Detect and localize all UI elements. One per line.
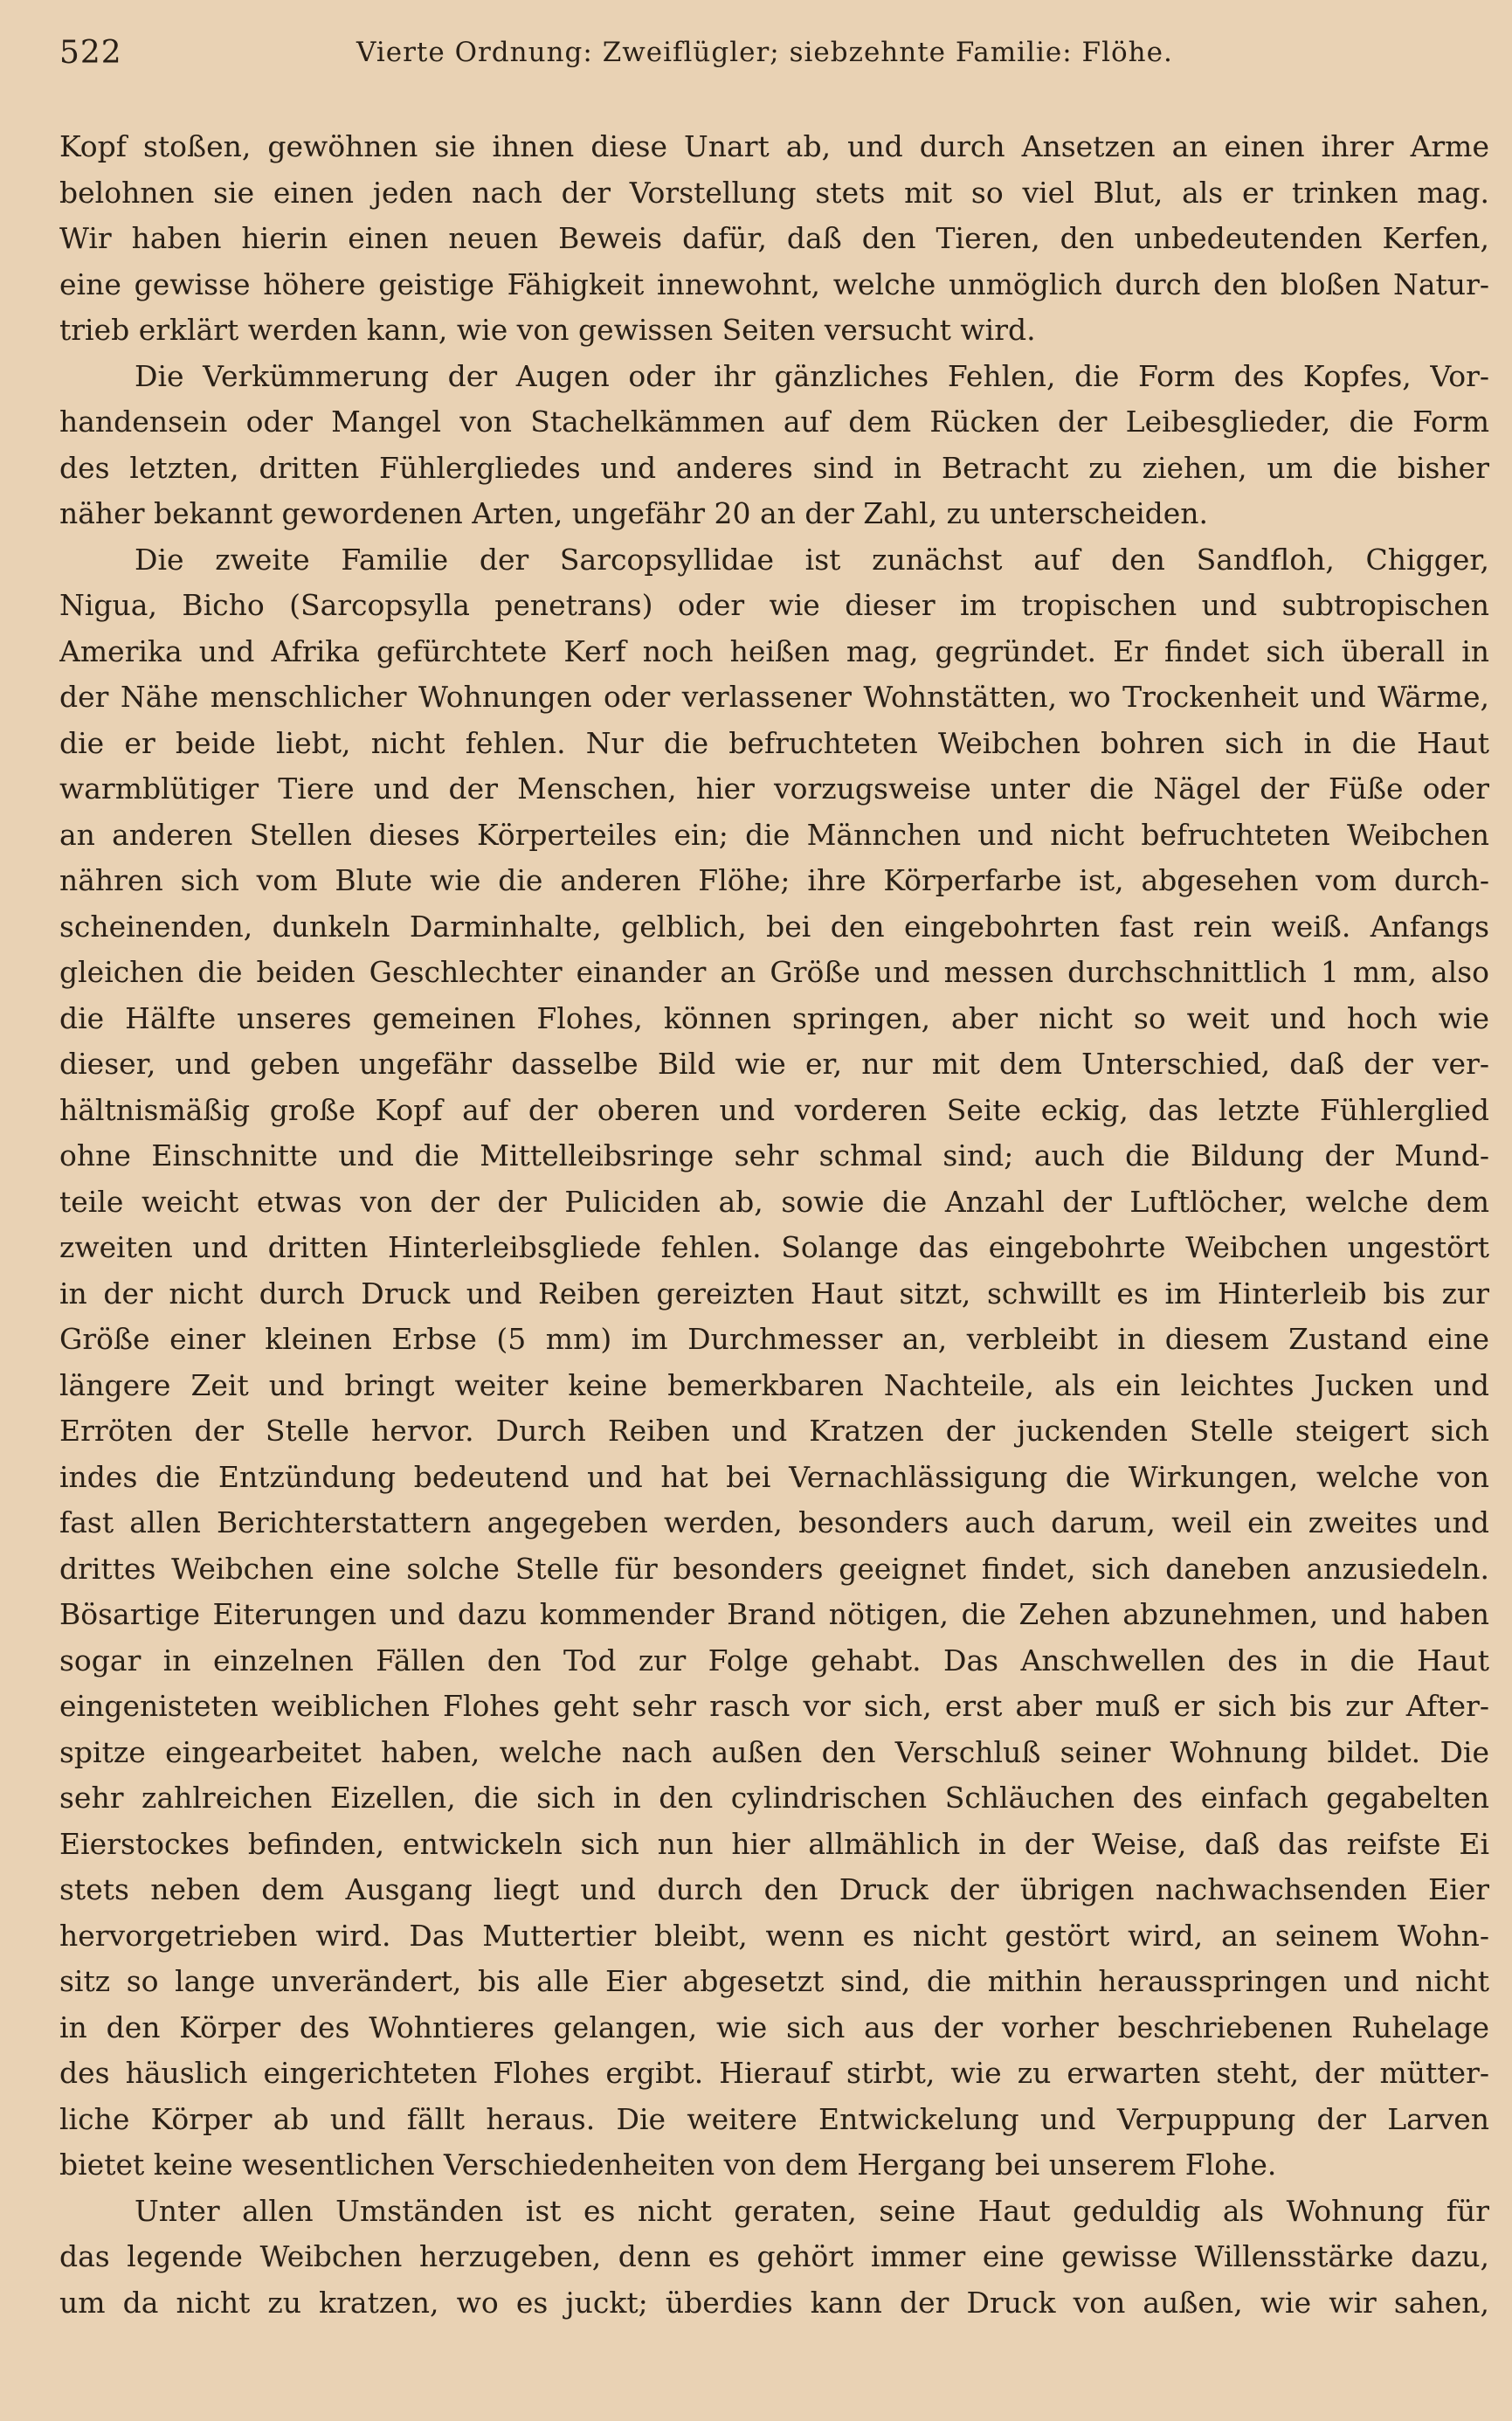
text-line: das legende Weibchen herzugeben, denn es gehört immer eine gewisse Willensstärke dazu, [59,2239,1489,2273]
text-line: belohnen sie einen jeden nach der Vorstellung stets mit so viel Blut, als er trinken mag. [59,175,1489,210]
text-line: Bösartige Eiterungen und dazu kommender Brand nötigen, die Zehen abzunehmen, und haben [59,1597,1489,1631]
text-line: scheinenden, dunkeln Darminhalte, gelblich, bei den eingebohrten fast rein weiß. Anfangs [59,909,1489,944]
text-line: gleichen die beiden Geschlechter einander an Größe und messen durchschnittlich 1 mm, also [59,955,1489,989]
text-line: Amerika und Afrika gefürchtete Kerf noch heißen mag, gegründet. Er findet sich überall in [59,633,1489,668]
text-line: des letzten, dritten Fühlergliedes und anderes sind in Betracht zu ziehen, um die bisher [59,450,1489,485]
text-line: in den Körper des Wohntieres gelangen, wie sich aus der vorher beschriebenen Ruhelage [59,2009,1489,2044]
text-line: hältnismäßig große Kopf auf der oberen und vorderen Seite eckig, das letzte Fühlerglied [59,1092,1489,1127]
text-line: spitze eingearbeitet haben, welche nach außen den Verschluß seiner Wohnung bildet. Die [59,1734,1489,1769]
text-line: der Nähe menschlicher Wohnungen oder verlassener Wohnstätten, wo Trockenheit und Wärme, [59,680,1489,714]
text-line: in der nicht durch Druck und Reiben gereizten Haut sitzt, schwillt es im Hinterleib bis zur [59,1276,1489,1311]
text-line: an anderen Stellen dieses Körperteiles ein; die Männchen und nicht befruchteten Weibchen [59,817,1489,852]
text-line: eine gewisse höhere geistige Fähigkeit innewohnt, welche unmöglich durch den bloßen Natur- [59,266,1489,301]
text-line: um da nicht zu kratzen, wo es juckt; überdies kann der Druck von außen, wie wir sahen, [59,2285,1489,2320]
text-line: indes die Entzündung bedeutend und hat bei Vernachlässigung die Wirkungen, welche von [59,1459,1489,1494]
text-line: Eierstockes befinden, entwickeln sich nun hier allmählich in der Weise, daß das reifste Ei [59,1826,1489,1861]
text-line: näher bekannt gewordenen Arten, ungefähr 20 an der Zahl, zu unterscheiden. [59,496,1209,530]
text-line: Erröten der Stelle hervor. Durch Reiben und Kratzen der juckenden Stelle steigert sich [59,1414,1489,1448]
text-line: bietet keine wesentlichen Verschiedenheiten von dem Hergang bei unserem Flohe. [59,2148,1277,2182]
text-line: handensein oder Mangel von Stachelkämmen auf dem Rücken der Leibesglieder, die Form [59,405,1489,439]
text-line: teile weicht etwas von der der Puliciden ab, sowie die Anzahl der Luftlöcher, welche dem [59,1184,1489,1219]
text-line: Größe einer kleinen Erbse (5 mm) im Durchmesser an, verbleibt in diesem Zustand eine [59,1322,1489,1356]
text-line: warmblütiger Tiere und der Menschen, hier vorzugsweise unter die Nägel der Füße oder [59,771,1489,806]
text-line: stets neben dem Ausgang liegt und durch den Druck der übrigen nachwachsenden Eier [59,1872,1489,1906]
text-line: längere Zeit und bringt weiter keine bemerkbaren Nachteile, als ein leichtes Jucken und [59,1367,1489,1402]
text-line: trieb erklärt werden kann, wie von gewissen Seiten versucht wird. [59,313,1036,347]
text-line: liche Körper ab und fällt heraus. Die weitere Entwickelung und Verpuppung der Larven [59,2101,1489,2136]
body-text [59,124,1489,2326]
text-line: Die Verkümmerung der Augen oder ihr gänzliches Fehlen, die Form des Kopfes, Vor- [135,358,1489,393]
text-line: Kopf stoßen, gewöhnen sie ihnen diese Unart ab, und durch Ansetzen an einen ihrer Arme [59,129,1489,163]
text-line: Unter allen Umständen ist es nicht geraten, seine Haut geduldig als Wohnung für [135,2193,1489,2228]
text-line: Wir haben hierin einen neuen Beweis dafür, daß den Tieren, den unbedeutenden Kerfen, [59,221,1489,255]
text-line: Die zweite Familie der Sarcopsyllidae ist zunächst auf den Sandfloh, Chigger, [135,542,1489,577]
text-line: hervorgetrieben wird. Das Muttertier bleibt, wenn es nicht gestört wird, an seinem Wohn- [59,1918,1489,1953]
text-line: die Hälfte unseres gemeinen Flohes, können springen, aber nicht so weit und hoch wie [59,1000,1489,1035]
text-line: des häuslich eingerichteten Flohes ergibt. Hierauf stirbt, wie zu erwarten steht, der mütter- [59,2056,1489,2090]
text-line: drittes Weibchen eine solche Stelle für besonders geeignet findet, sich daneben anzusiedeln. [59,1551,1489,1586]
text-line: fast allen Berichterstattern angegeben werden, besonders auch darum, weil ein zweites und [59,1505,1489,1539]
text-line: sogar in einzelnen Fällen den Tod zur Folge gehabt. Das Anschwellen des in die Haut [59,1643,1489,1677]
text-line: die er beide liebt, nicht fehlen. Nur die befruchteten Weibchen bohren sich in die Haut [59,725,1489,760]
text-line: sitz so lange unverändert, bis alle Eier abgesetzt sind, die mithin herausspringen und nicht [59,1964,1489,1998]
running-title: Vierte Ordnung: Zweiflügler; siebzehnte Familie: Flöhe. [356,37,1173,68]
text-line: ohne Einschnitte und die Mittelleibsringe sehr schmal sind; auch die Bildung der Mund- [59,1138,1489,1172]
text-line: eingenisteten weiblichen Flohes geht sehr rasch vor sich, erst aber muß er sich bis zur After- [59,1689,1489,1723]
running-head [59,26,1489,87]
text-line: Nigua, Bicho (Sarcopsylla penetrans) oder wie dieser im tropischen und subtropischen [59,588,1489,622]
text-line: sehr zahlreichen Eizellen, die sich in den cylindrischen Schläuchen des einfach gegabelten [59,1781,1489,1815]
text-line: nähren sich vom Blute wie die anderen Flöhe; ihre Körperfarbe ist, abgesehen vom durch- [59,863,1489,897]
text-line: dieser, und geben ungefähr dasselbe Bild wie er, nur mit dem Unterschied, daß der ver- [59,1047,1489,1081]
page-number: 522 [59,35,122,71]
text-line: zweiten und dritten Hinterleibsgliede fehlen. Solange das eingebohrte Weibchen ungestört [59,1230,1489,1264]
